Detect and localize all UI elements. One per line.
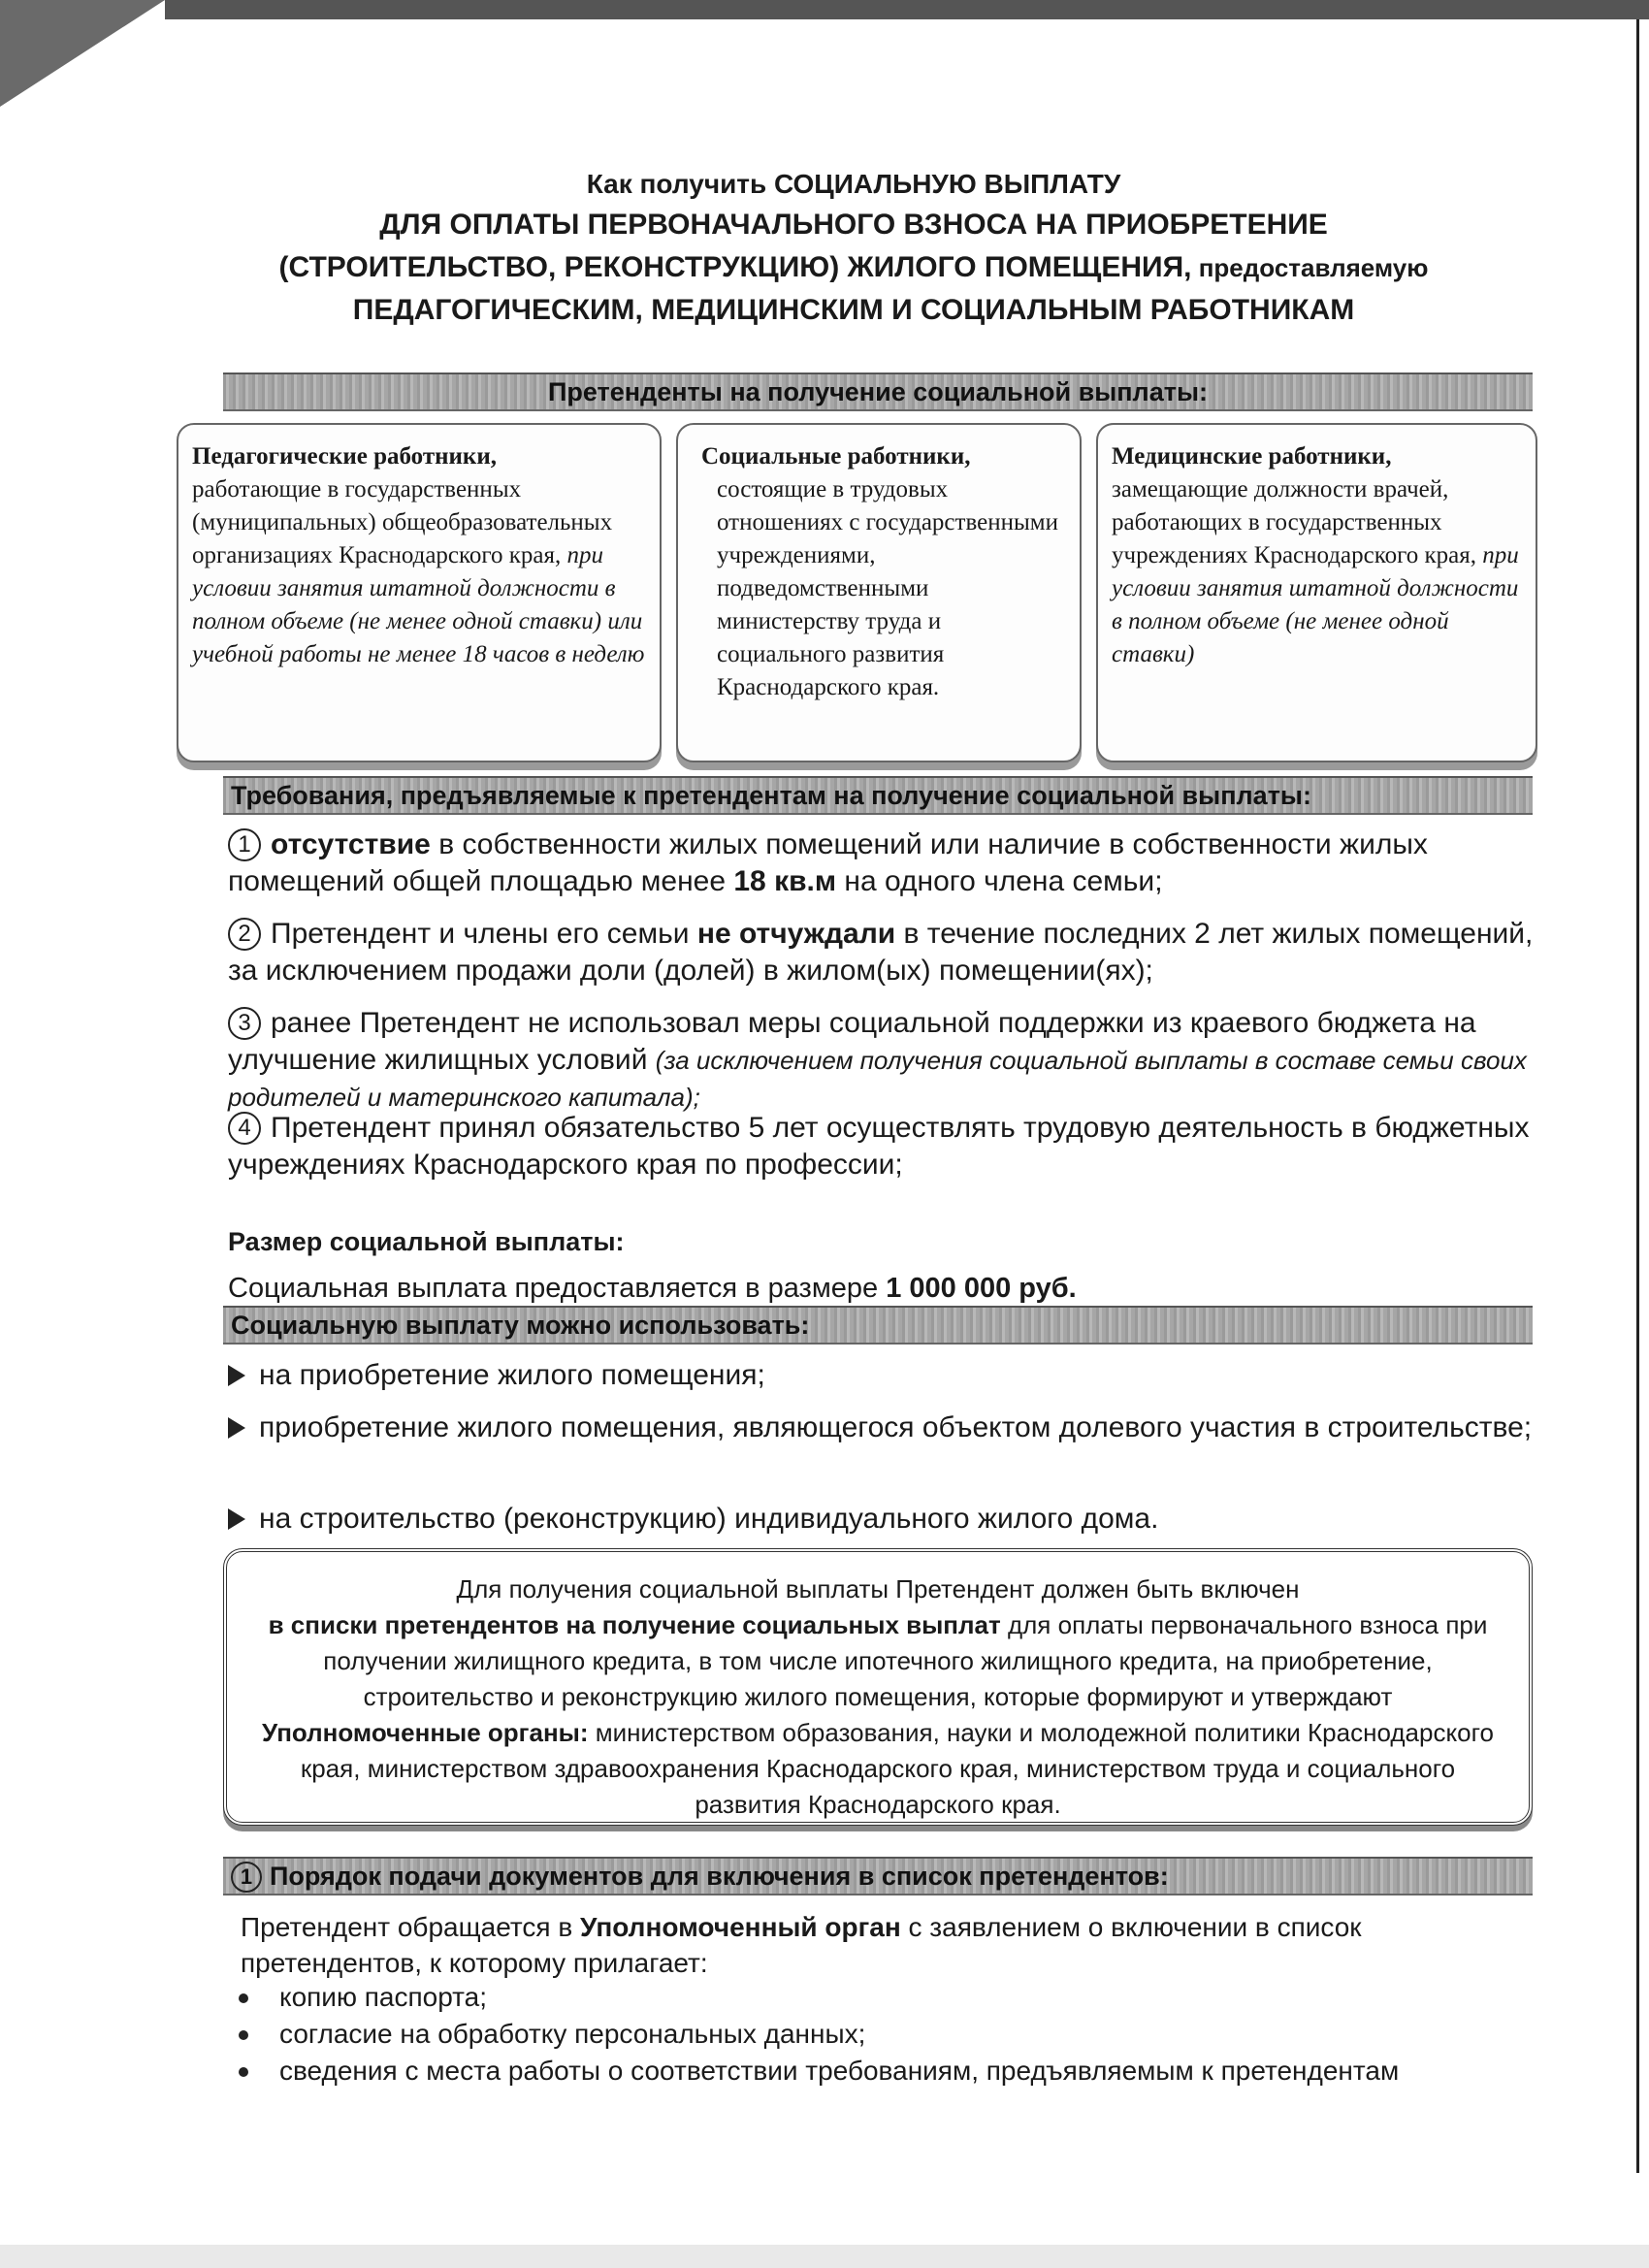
usage-item: приобретение жилого помещения, являющегося объектом долевого участия в строительстве;	[228, 1409, 1537, 1447]
requirement-item: 2 Претендент и члены его семьи не отчуждали в течение последних 2 лет жилых помещений, за исключением продажи доли (долей) в жилом(ых) помещении(ях);	[228, 918, 1534, 987]
scan-right-edge	[1636, 19, 1639, 2173]
section-bar-requirements: Требования, предъявляемые к претендентам на получение социальной выплаты:	[223, 776, 1533, 815]
folded-corner	[0, 0, 165, 107]
amount-heading: Размер социальной выплаты:	[228, 1227, 625, 1256]
section-bar-applicants: Претенденты на получение социальной выплаты:	[223, 373, 1533, 411]
card-pedagogical	[177, 423, 662, 762]
title-line-4: ПЕДАГОГИЧЕСКИМ, МЕДИЦИНСКИМ И СОЦИАЛЬНЫМ РАБОТНИКАМ	[352, 294, 1355, 326]
arrow-bullet-icon	[228, 1417, 245, 1439]
requirement-note: (за исключением получения социальной выплаты в составе семьи своих родителей и материнского капитала);	[228, 1046, 1527, 1112]
title-line-1: Как получить СОЦИАЛЬНУЮ ВЫПЛАТУ	[586, 169, 1121, 199]
arrow-bullet-icon	[228, 1365, 245, 1386]
scan-top-shadow	[165, 0, 1649, 19]
amount-value: 1 000 000 руб.	[886, 1273, 1077, 1304]
list-item: сведения с места работы о соответствии требованиям, предъявляемым к претендентам	[231, 2053, 1540, 2068]
card-social	[676, 423, 1082, 762]
section-bar-procedure: 1 Порядок подачи документов для включения в список претендентов:	[223, 1857, 1533, 1895]
card-heading: Педагогические работники,	[192, 443, 497, 470]
number-badge: 1	[228, 828, 261, 861]
number-badge: 2	[228, 918, 261, 951]
amount-line: Социальная выплата предоставляется в размере 1 000 000 руб.	[228, 1273, 1077, 1304]
notice-box: Для получения социальной выплаты Претендент должен быть включен в списки претендентов на получение социальных выплат для оплаты первоначального взноса при получении жилищного кредита, в том числе ипотечного жилищного кредита, на приобретение, строительство и реконструкцию жилого помещения, которые формируют и утверждают Уполномоченные органы: министерством образования, науки и молодежной политики Краснодарского края, министерством здравоохранения Краснодарского края, министерством труда и социального развития Краснодарского края.	[223, 1548, 1533, 1826]
card-text: состоящие в трудовых отношениях с государственными учреждениями, подведомственными министерству труда и социального развития Краснодарского края.	[717, 476, 1058, 700]
list-item: копию паспорта;	[231, 1979, 1540, 2016]
card-heading: Медицинские работники,	[1112, 443, 1392, 470]
title-line-3: (СТРОИТЕЛЬСТВО, РЕКОНСТРУКЦИЮ) ЖИЛОГО ПОМЕЩЕНИЯ, предоставляемую	[278, 251, 1429, 283]
usage-item: на приобретение жилого помещения;	[228, 1356, 1537, 1395]
procedure-intro: Претендент обращается в Уполномоченный орган с заявлением о включении в список претендентов, к которому прилагает:	[241, 1912, 1362, 1978]
card-condition: при условии занятия штатной должности в полном объеме (не менее одной ставки) или учебной работы не менее 18 часов в неделю	[192, 542, 645, 667]
number-badge: 4	[228, 1112, 261, 1145]
number-badge: 3	[228, 1007, 261, 1040]
card-medical	[1096, 423, 1537, 762]
requirement-item: 1 отсутствие в собственности жилых помещений или наличие в собственности жилых помещений общей площадью менее 18 кв.м на одного члена семьи;	[228, 828, 1428, 897]
card-heading: Социальные работники,	[701, 443, 971, 470]
list-item: согласие на обработку персональных данных;	[231, 2016, 1540, 2053]
card-text: работающие в государственных (муниципальных) общеобразовательных организациях Краснодарского края,	[192, 476, 613, 568]
requirement-item: 4 Претендент принял обязательство 5 лет осуществлять трудовую деятельность в бюджетных учреждениях Краснодарского края по профессии;	[228, 1112, 1530, 1181]
section-bar-usage: Социальную выплату можно использовать:	[223, 1306, 1533, 1345]
card-text: замещающие должности врачей, работающих в государственных учреждениях Краснодарского края,	[1112, 476, 1476, 568]
usage-item: на строительство (реконструкцию) индивидуального жилого дома.	[228, 1500, 1537, 1539]
document-title	[175, 165, 1533, 332]
number-badge: 1	[231, 1862, 262, 1893]
title-line-2: ДЛЯ ОПЛАТЫ ПЕРВОНАЧАЛЬНОГО ВЗНОСА НА ПРИОБРЕТЕНИЕ	[379, 209, 1328, 241]
requirement-item: 3 ранее Претендент не использовал меры социальной поддержки из краевого бюджета на улучшение жилищных условий (за исключением получения социальной выплаты в составе семьи своих родителей и материнского капитала);	[228, 1007, 1527, 1112]
scan-bottom-edge	[0, 2245, 1649, 2268]
arrow-bullet-icon	[228, 1508, 245, 1530]
card-condition: при условии занятия штатной должности в полном объеме (не менее одной ставки)	[1112, 542, 1519, 667]
documents-list	[231, 1979, 1540, 2086]
